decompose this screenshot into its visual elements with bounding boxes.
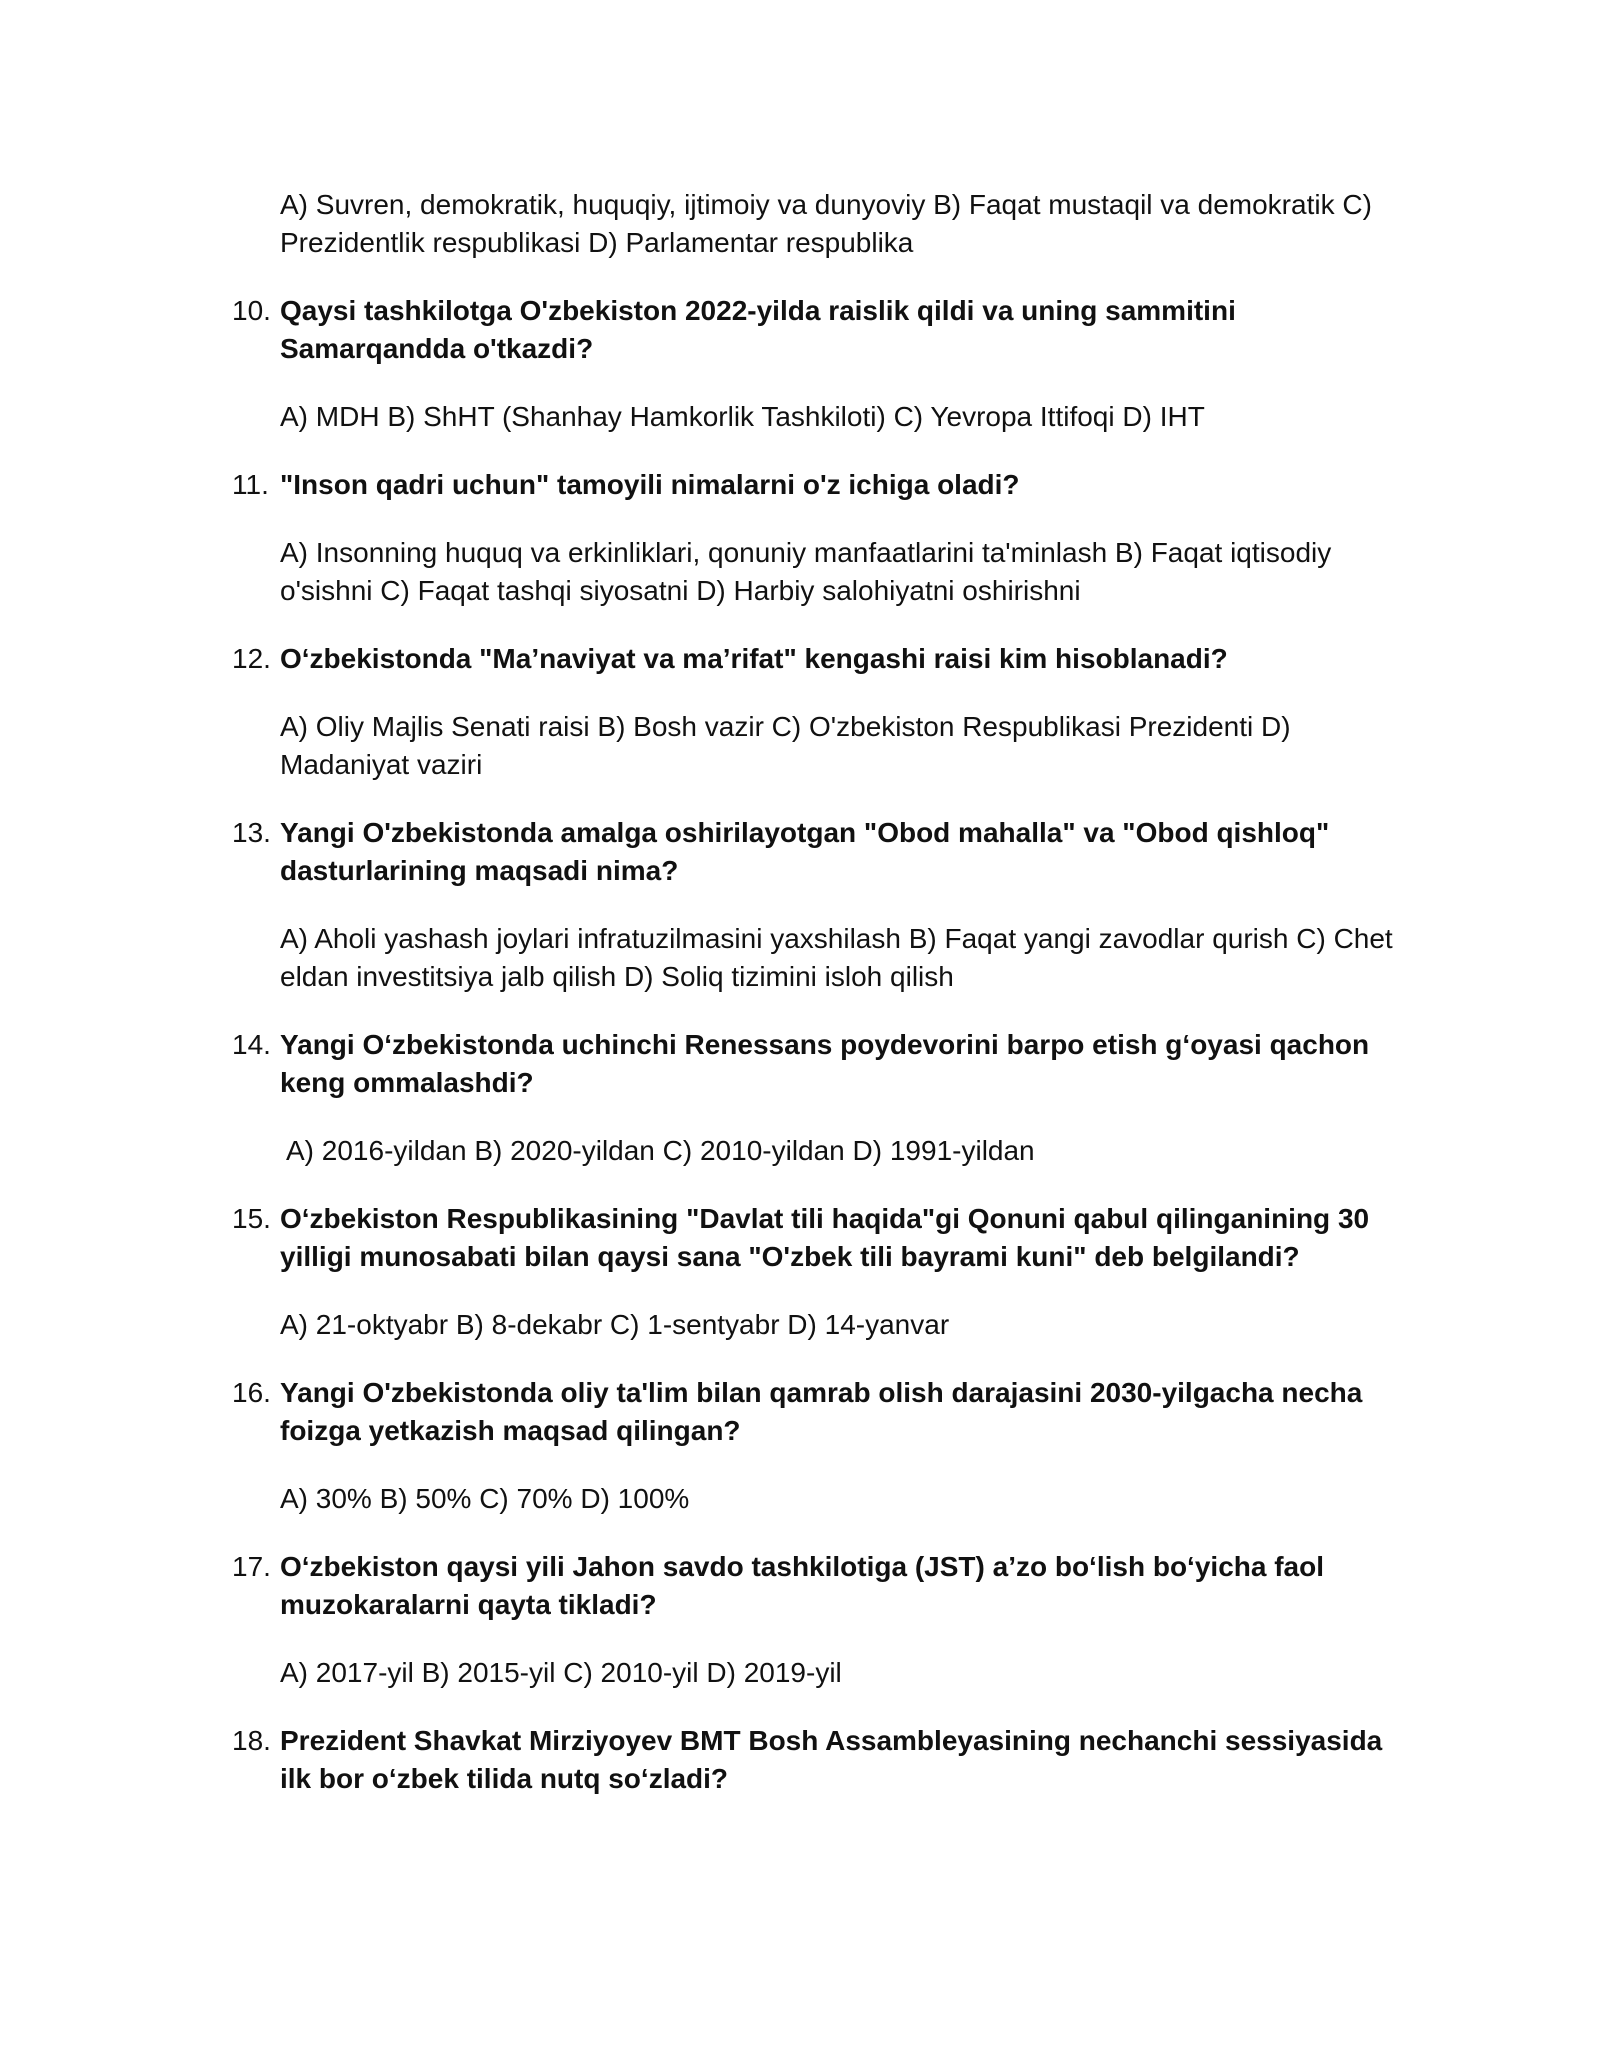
question-number: 10. [232,295,271,326]
question-text: O‘zbekiston qaysi yili Jahon savdo tashkilotiga (JST) a’zo bo‘lish bo‘yicha faol muzokaralarni qayta tikladi? [280,1551,1324,1620]
question-17 [232,1548,1412,1624]
question-number: 12. [232,643,271,674]
question-text: Yangi O'zbekistonda oliy ta'lim bilan qamrab olish darajasini 2030-yilgacha necha foizga yetkazish maqsad qilingan? [280,1377,1363,1446]
answer-options-q14: A) 2016-yildan B) 2020-yildan C) 2010-yildan D) 1991-yildan [286,1135,1035,1166]
answer-options-q12: A) Oliy Majlis Senati raisi B) Bosh vazir C) O'zbekiston Respublikasi Prezidenti D) Madaniyat vaziri [280,711,1291,780]
answer-options-q10: A) MDH B) ShHT (Shanhay Hamkorlik Tashkiloti) C) Yevropa Ittifoqi D) IHT [280,401,1205,432]
question-number: 17. [232,1551,271,1582]
question-15 [232,1200,1412,1276]
question-number: 14. [232,1029,271,1060]
quiz-content [232,186,1412,1798]
answer-options-q17: A) 2017-yil B) 2015-yil C) 2010-yil D) 2019-yil [280,1657,842,1688]
question-11 [232,466,1412,504]
question-number: 15. [232,1203,271,1234]
answer-options-q13: A) Aholi yashash joylari infratuzilmasini yaxshilash B) Faqat yangi zavodlar qurish C) Chet eldan investitsiya jalb qilish D) Soliq tizimini isloh qilish [280,923,1393,992]
question-14 [232,1026,1412,1102]
answer-options-q16: A) 30% B) 50% C) 70% D) 100% [280,1483,690,1514]
question-text: O‘zbekistonda "Ma’naviyat va ma’rifat" kengashi raisi kim hisoblanadi? [280,643,1228,674]
answer-options-q15: A) 21-oktyabr B) 8-dekabr C) 1-sentyabr D) 14-yanvar [280,1309,950,1340]
question-text: Prezident Shavkat Mirziyoyev BMT Bosh Assambleyasining nechanchi sessiyasida ilk bor o‘zbek tilida nutq so‘zladi? [280,1725,1383,1794]
question-16 [232,1374,1412,1450]
question-text: Yangi O‘zbekistonda uchinchi Renessans poydevorini barpo etish g‘oyasi qachon keng ommalashdi? [280,1029,1370,1098]
question-number: 13. [232,817,271,848]
question-text: Yangi O'zbekistonda amalga oshirilayotgan "Obod mahalla" va "Obod qishloq" dasturlarining maqsadi nima? [280,817,1330,886]
question-10 [232,292,1412,368]
question-text: "Inson qadri uchun" tamoyili nimalarni o'z ichiga oladi? [280,469,1020,500]
answer-options-q9: A) Suvren, demokratik, huquqiy, ijtimoiy va dunyoviy B) Faqat mustaqil va demokratik C) Prezidentlik respublikasi D) Parlamentar respublika [280,189,1372,258]
question-number: 16. [232,1377,271,1408]
question-13 [232,814,1412,890]
question-number: 11. [232,469,269,500]
question-text: Qaysi tashkilotga O'zbekiston 2022-yilda raislik qildi va uning sammitini Samarqandda o'tkazdi? [280,295,1236,364]
question-18 [232,1722,1412,1798]
question-text: O‘zbekiston Respublikasining "Davlat tili haqida"gi Qonuni qabul qilinganining 30 yilligi munosabati bilan qaysi sana "O'zbek tili bayrami kuni" deb belgilandi? [280,1203,1370,1272]
answer-options-q11: A) Insonning huquq va erkinliklari, qonuniy manfaatlarini ta'minlash B) Faqat iqtisodiy o'sishni C) Faqat tashqi siyosatni D) Harbiy salohiyatni oshirishni [280,537,1332,606]
question-12 [232,640,1412,678]
question-number: 18. [232,1725,271,1756]
